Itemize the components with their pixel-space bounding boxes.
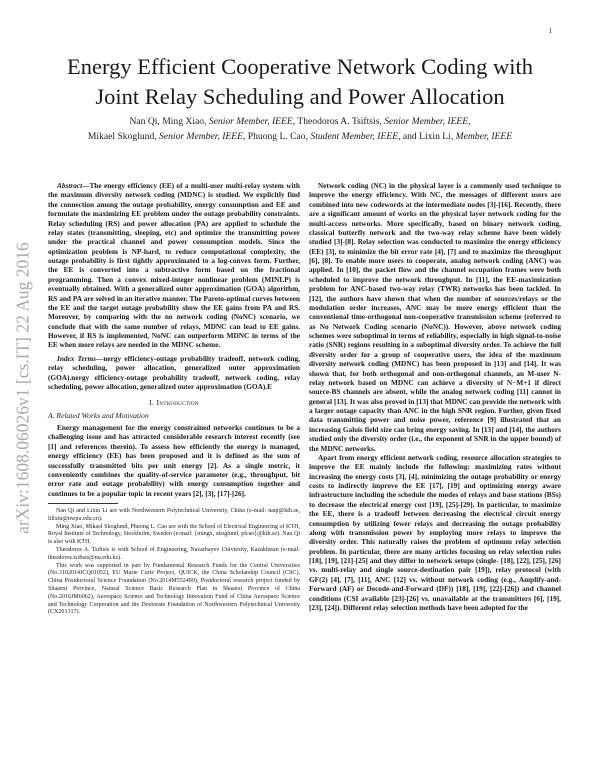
intro-paragraph: Energy management for the energy constrained networks continues to be a challenging issue and has attracted considerable research interest recently (see [1] and references therein). To assess how efficiently the energy is managed, energy efficiency (EE) has been proposed and it is defined as the sum of successfully transmitted bits per unit energy [2]. As a single metric, it conveniently combines the quality-of-service parameter (e.g., throughput, bit error rate and outage probability) with energy consumption together and continues to be a popular topic in recent years [2], [3], [17]-[26]. bbox=[48, 423, 300, 498]
footnote: Ming Xiao, Mikael Skoglund, Phuong L. Cao are with the School of Electrical Engineering of KTH, Royal Institute of Technology, Stockholm, Sweden (e-mail: {mingx, skoglund, plcao}@kth.se). Nan Qi is also with KTH. bbox=[48, 523, 300, 546]
body-paragraph: Apart from energy efficient network coding, resource allocation strategies to improve the EE mainly include the following: maximizing rates without increasing the energy costs [3], [4], minimizing the outage probability or energy costs to indirectly improve the EE [17], [19] and optimizing energy aware infrastructure including the schedule the modes of relays and base stations (BSs) to decrease the electrical energy cost [19], [25]-[29]. In particular, to maximize the EE, there is a tradeoff between decreasing the electrical circuit energy consumption by utilizing fewer relays and decreasing the outage probability along with transmission power by employing more relays to improve the diversity order. This naturally raises the problem of optimum relay selection problem. In particular, there are many articles focusing on relay selection rules [18], [19], [21]-[25] and they differ in network setups (single- [18], [22], [25], [26] vs. multi-relay and single source-destination pair [19]), relay protocol (with GF(2) [4], [7], [11], ANC [12] vs. without network coding (e.g., Amplify-and-Forward (AF) or Decode-and-Forward (DF)) [18], [19], [22]-[26]) and channel conditions (CSI available [23]-[26] vs. unavailable at the transmitters [6], [19], [23], [24]). Different relay selection methods have been adopted for the bbox=[309, 452, 561, 612]
subsection-heading: A. Related Works and Motivation bbox=[48, 410, 149, 420]
footnotes bbox=[48, 508, 300, 617]
index-terms-label: Index Terms bbox=[57, 353, 97, 363]
index-terms-text: —nergy efficiency-outage probability tradeoff, network coding, relay scheduling, power allocation, generalized outer approximation (GOA).nergy efficiency-outage probability tradeoff, network coding, relay scheduling, power allocation, generalized outer approximation (GOA).E bbox=[48, 353, 301, 391]
footnote: This work was supported in part by Fundamental Research Funds for the Central Universities (No.3102014JCQ01052), EU Marie Curie Project, QUICK, the China Scholarship Council (CSC), China Postdoctoral Science Foundation (No.2014M552489), Postdoctoral research project funded by Shaanxi Province, Natural Science Basic Research Plan in Shaanxi Province of China (No.2016JM6062), Aerospace Science and Technology Innovation Fund of China Aerospace Science and Technology Corporation and the Doctorate Foundation of Northwestern Polytechnical University (CX201317). bbox=[48, 562, 300, 616]
page-number: 1 bbox=[548, 27, 552, 35]
abstract bbox=[48, 181, 300, 350]
footnote-rule bbox=[48, 503, 118, 504]
footnote: Nan Qi and Lixin Li are with Northwestern Polytechnical University, China (e-mail: naqi@kth.se, lilixin@nwpu.edu.cn). bbox=[48, 508, 300, 522]
left-column bbox=[48, 181, 300, 617]
index-terms bbox=[48, 354, 300, 392]
body-paragraph: Network coding (NC) in the physical layer is a commonly used technique to improve the energy efficiency. With NC, the messages of different users are combined into new codewords at the intermediate nodes [3]-[16]. Recently, there are a significant amount of works on the physical layer network coding for the multi-access networks. More specifically, based on binary network coding, classical butterfly network and the two-way relay scheme have been widely studied [3]-[8]. Relay selection was conducted to maximize the energy efficiency (EE) [3], to minimize the bit error rate [4], [7] and to maximize the throughput [6], [8]. To enable more users to cooperate, analog network coding (ANC) was applied. In [10], the packet flow and the channel occupation frames were both scheduled to improve the network throughput. In [11], the EE-maximization problem for ANC-based two-way relay (TWR) networks has been tackled. In [12], the authors have shown that when the number of sources/relays or the modulation order increases, ANC may be more energy efficient than the conventional time-orthogonal non-cooperative transmission scheme (referred to as No Network Coding scenario (NoNC)). However, above network coding schemes were suboptimal in terms of reliability, especially in high signal-to-noise ratio (SNR) regions resulting in a suboptimal diversity order. To achieve the full diversity order for a group of cooperative users, the idea of the maximum diversity network coding (MDNC) has been proposed in [13] and [14]. It was shown that, for both orthogonal and non-orthogonal channels, an M-user N-relay network based on MDNC can achieve a diversity of N−M+1 if direct source-BS channels are absent, while the analog network coding [11] cannot in general [13]. It was also proved in [13] that MDNC can provide the network with a larger outage capacity than ANC in the high SNR region. Further, given fixed data transmitting power and noise power, reference [9] illustrated that an increasing Galois field size can bring energy saving. In [13] and [14], the authors studied only the diversity order (i.e., the exponent of SNR in the upper bound) of the MDNC networks. bbox=[309, 181, 561, 453]
paper-title: Energy Efficient Cooperative Network Coding with Joint Relay Scheduling and Power Allocation bbox=[67, 54, 533, 109]
arxiv-identifier: arXiv:1608.06026v1 [cs.IT] 22 Aug 2016 bbox=[12, 242, 33, 534]
abstract-label: Abstract bbox=[57, 181, 83, 190]
section-heading: I. Introduction bbox=[149, 398, 199, 408]
author-list: Nan Qi, Ming Xiao, Senior Member, IEEE, Theodoros A. Tsiftsis, Senior Member, IEEE, Mikael Skoglund, Senior Member, IEEE, Phuong L. Cao, Student Member, IEEE, and Lixin Li, Member, IEEE bbox=[87, 116, 513, 142]
right-column bbox=[309, 181, 561, 612]
abstract-text: —The energy efficiency (EE) of a multi-user multi-relay system with the maximum diversity network coding (MDNC) is studied. We explicitly find the connection among the outage probability, energy consumption and EE and formulate the maximizing EE problem under the outage probability constraints. Relay scheduling (RS) and power allocation (PA) are applied to schedule the relay states (transmitting, sleeping, etc) and optimize the transmitting power under the practical channel and power consumption models. Since the optimization problem is NP-hard, to reduce computational complexity, the outage probability is first tightly approximated to a log-convex form. Further, the EE is converted into a subtractive form based on the fractional programming. Then a convex mixed-integer nonlinear problem (MINLP) is eventually obtained. With a generalized outer approximation (GOA) algorithm, RS and PA are solved in an iterative manner. The Pareto-optimal curves between the EE and the target outage probability show the EE gains from PA and RS. Moreover, by comparing with the no network coding (NoNC) scenario, we conclude that with the same number of relays, MDNC can lead to EE gains. However, if RS is implemented, NoNC can outperform MDNC in terms of the EE when more relays are needed in the MDNC scheme. bbox=[48, 181, 300, 350]
footnote: Theodoros A. Tsiftsis is with School of Engineering, Nazarbayev University, Kazakhstan (e-mail: theodoros.tsiftsis@nu.edu.kz). bbox=[48, 546, 300, 561]
